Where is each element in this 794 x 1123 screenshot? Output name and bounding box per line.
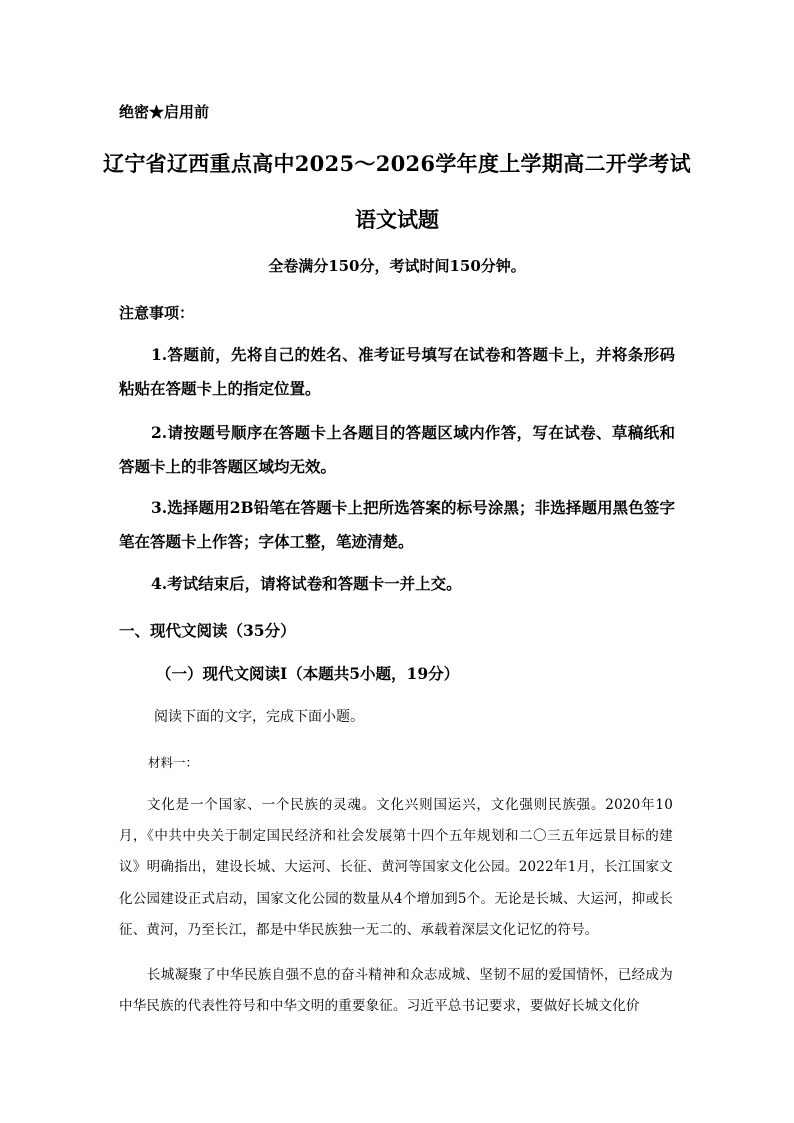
notice-item-4: 4.考试结束后，请将试卷和答题卡一并上交。 [151,574,462,593]
notice-item-2: 2.请按题号顺序在答题卡上各题目的答题区域内作答，写在试卷、草稿纸和答题卡上的非答题区域均无效。 [119,423,675,476]
exam-subtitle: 语文试题 [355,207,439,232]
score-info: 全卷满分150分，考试时间150分钟。 [268,257,526,275]
notice-item-1: 1.答题前，先将自己的姓名、准考证号填写在试卷和答题卡上，并将条形码粘贴在答题卡上的指定位置。 [119,345,675,398]
reading-instruction: 阅读下面的文字，完成下面小题。 [154,709,364,725]
subsection-title: （一）现代文阅读Ⅰ（本题共5小题，19分） [156,664,460,683]
notice-item-3: 3.选择题用2B铅笔在答题卡上把所选答案的标号涂黑；非选择题用黑色签字笔在答题卡上作答；字体工整，笔迹清楚。 [119,498,675,551]
section-title: 一、现代文阅读（35分） [119,621,296,640]
passage-paragraph-1: 文化是一个国家、一个民族的灵魂。文化兴则国运兴，文化强则民族强。2020年10月，《中共中央关于制定国民经济和社会发展第十四个五年规划和二〇三五年远景目标的建议》明确指出，建设长城、大运河、长征、黄河等国家文化公园。2022年1月，长江国家文化公园建设正式启动，国家文化公园的数量从4个增加到5个。无论是长城、大运河，抑或长征、黄河，乃至长江，都是中华民族独一无二的、承载着深层文化记忆的符号。 [119,797,673,938]
confidential-mark: 绝密★启用前 [119,103,210,121]
passage-paragraph-2: 长城凝聚了中华民族自强不息的奋斗精神和众志成城、坚韧不屈的爱国情怀，已经成为中华民族的代表性符号和中华文明的重要象征。习近平总书记要求，要做好长城文化价 [119,967,673,1015]
notice-heading: 注意事项： [119,304,195,322]
material-label: 材料一： [148,755,199,770]
exam-title: 辽宁省辽西重点高中2025～2026学年度上学期高二开学考试 [103,151,691,176]
